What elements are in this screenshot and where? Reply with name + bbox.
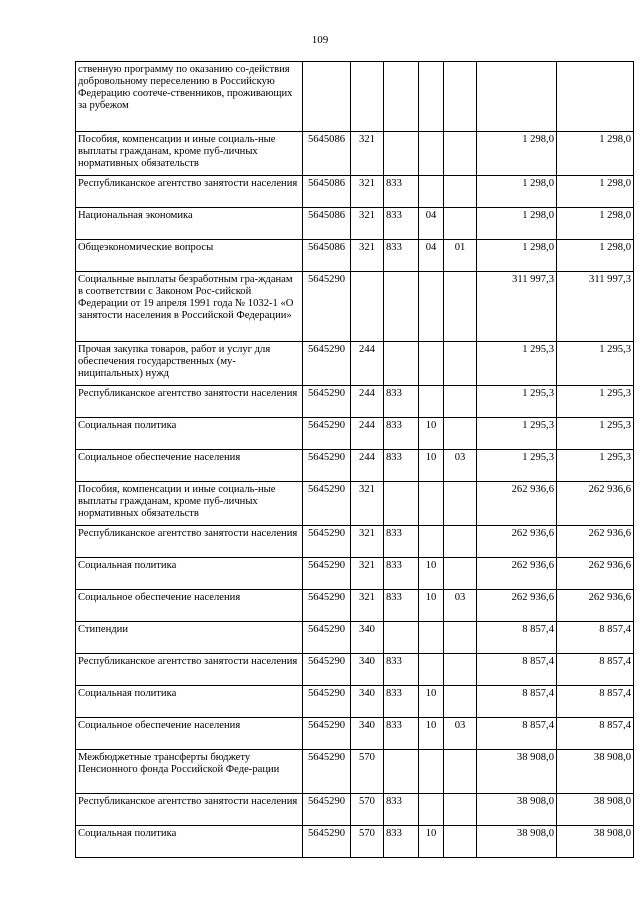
expense-type-cell: 244 — [351, 386, 384, 418]
table-row — [76, 654, 634, 686]
subsection-code-cell — [444, 794, 477, 826]
row-name-cell: Республиканское агентство занятости населения — [76, 386, 303, 418]
subsection-code-cell: 03 — [444, 718, 477, 750]
section-code-cell — [419, 482, 444, 526]
table-row — [76, 718, 634, 750]
amount-first-cell: 262 936,6 — [477, 558, 557, 590]
ministry-code-cell: 833 — [384, 590, 419, 622]
section-code-cell: 10 — [419, 558, 444, 590]
ministry-code-cell: 833 — [384, 526, 419, 558]
amount-first-cell: 1 295,3 — [477, 450, 557, 482]
target-code-cell: 5645086 — [303, 240, 351, 272]
subsection-code-cell — [444, 418, 477, 450]
amount-first-cell — [477, 62, 557, 132]
expense-type-cell: 321 — [351, 240, 384, 272]
section-code-cell — [419, 62, 444, 132]
ministry-code-cell: 833 — [384, 686, 419, 718]
subsection-code-cell — [444, 526, 477, 558]
ministry-code-cell — [384, 342, 419, 386]
subsection-code-cell — [444, 558, 477, 590]
amount-first-cell: 38 908,0 — [477, 794, 557, 826]
table-row — [76, 686, 634, 718]
amount-first-cell: 311 997,3 — [477, 272, 557, 342]
subsection-code-cell — [444, 386, 477, 418]
section-code-cell: 10 — [419, 590, 444, 622]
table-row — [76, 240, 634, 272]
amount-first-cell: 8 857,4 — [477, 654, 557, 686]
amount-first-cell: 1 298,0 — [477, 208, 557, 240]
amount-second-cell: 1 295,3 — [557, 386, 634, 418]
expense-type-cell: 321 — [351, 176, 384, 208]
page-number: 109 — [311, 34, 329, 46]
expense-type-cell: 570 — [351, 826, 384, 858]
table-row — [76, 526, 634, 558]
row-name-cell: Республиканское агентство занятости населения — [76, 654, 303, 686]
expense-type-cell: 570 — [351, 750, 384, 794]
expense-type-cell: 321 — [351, 590, 384, 622]
subsection-code-cell: 03 — [444, 590, 477, 622]
target-code-cell: 5645290 — [303, 686, 351, 718]
expense-type-cell: 340 — [351, 718, 384, 750]
row-name-cell: Пособия, компенсации и иные социаль-ные выплаты гражданам, кроме пуб-личных нормативных обязательств — [76, 132, 303, 176]
subsection-code-cell — [444, 482, 477, 526]
table-row — [76, 450, 634, 482]
amount-second-cell: 38 908,0 — [557, 794, 634, 826]
table-row — [76, 386, 634, 418]
ministry-code-cell — [384, 132, 419, 176]
table-row — [76, 272, 634, 342]
ministry-code-cell: 833 — [384, 794, 419, 826]
target-code-cell: 5645086 — [303, 176, 351, 208]
target-code-cell: 5645290 — [303, 794, 351, 826]
section-code-cell — [419, 342, 444, 386]
subsection-code-cell — [444, 622, 477, 654]
table-row — [76, 418, 634, 450]
expense-type-cell: 244 — [351, 342, 384, 386]
row-name-cell: Стипендии — [76, 622, 303, 654]
section-code-cell — [419, 386, 444, 418]
row-name-cell: Республиканское агентство занятости населения — [76, 794, 303, 826]
table-row — [76, 482, 634, 526]
section-code-cell — [419, 794, 444, 826]
ministry-code-cell: 833 — [384, 718, 419, 750]
table-row — [76, 132, 634, 176]
amount-second-cell: 1 298,0 — [557, 132, 634, 176]
amount-second-cell: 1 298,0 — [557, 208, 634, 240]
ministry-code-cell: 833 — [384, 654, 419, 686]
target-code-cell: 5645086 — [303, 208, 351, 240]
expense-type-cell — [351, 272, 384, 342]
amount-first-cell: 38 908,0 — [477, 826, 557, 858]
budget-table-body — [76, 62, 634, 858]
section-code-cell: 10 — [419, 450, 444, 482]
target-code-cell: 5645290 — [303, 654, 351, 686]
section-code-cell: 04 — [419, 208, 444, 240]
target-code-cell — [303, 62, 351, 132]
expense-type-cell: 244 — [351, 450, 384, 482]
row-name-cell: ственную программу по оказанию со-действия добровольному переселению в Российскую Федерацию соотече-ственников, проживающих за рубежом — [76, 62, 303, 132]
row-name-cell: Республиканское агентство занятости населения — [76, 526, 303, 558]
subsection-code-cell — [444, 686, 477, 718]
row-name-cell: Прочая закупка товаров, работ и услуг для обеспечения государственных (му-ниципальных) нужд — [76, 342, 303, 386]
expense-type-cell: 340 — [351, 654, 384, 686]
section-code-cell — [419, 750, 444, 794]
expense-type-cell: 321 — [351, 558, 384, 590]
amount-second-cell: 1 295,3 — [557, 418, 634, 450]
row-name-cell: Социальное обеспечение населения — [76, 450, 303, 482]
subsection-code-cell — [444, 62, 477, 132]
amount-second-cell: 8 857,4 — [557, 718, 634, 750]
section-code-cell — [419, 132, 444, 176]
amount-first-cell: 8 857,4 — [477, 718, 557, 750]
table-row — [76, 342, 634, 386]
table-row — [76, 826, 634, 858]
ministry-code-cell: 833 — [384, 826, 419, 858]
ministry-code-cell: 833 — [384, 208, 419, 240]
expense-type-cell: 340 — [351, 622, 384, 654]
expense-type-cell — [351, 62, 384, 132]
amount-second-cell: 8 857,4 — [557, 622, 634, 654]
target-code-cell: 5645290 — [303, 622, 351, 654]
ministry-code-cell — [384, 622, 419, 654]
table-row — [76, 794, 634, 826]
amount-second-cell: 8 857,4 — [557, 686, 634, 718]
amount-first-cell: 262 936,6 — [477, 590, 557, 622]
ministry-code-cell: 833 — [384, 418, 419, 450]
subsection-code-cell — [444, 208, 477, 240]
amount-first-cell: 1 295,3 — [477, 418, 557, 450]
target-code-cell: 5645290 — [303, 750, 351, 794]
amount-second-cell: 262 936,6 — [557, 526, 634, 558]
target-code-cell: 5645290 — [303, 482, 351, 526]
amount-first-cell: 262 936,6 — [477, 482, 557, 526]
amount-second-cell: 1 298,0 — [557, 176, 634, 208]
section-code-cell: 10 — [419, 718, 444, 750]
row-name-cell: Социальная политика — [76, 558, 303, 590]
expense-type-cell: 321 — [351, 132, 384, 176]
ministry-code-cell — [384, 482, 419, 526]
subsection-code-cell — [444, 750, 477, 794]
budget-table — [75, 61, 634, 858]
row-name-cell: Социальная политика — [76, 418, 303, 450]
expense-type-cell: 321 — [351, 208, 384, 240]
ministry-code-cell: 833 — [384, 450, 419, 482]
row-name-cell: Национальная экономика — [76, 208, 303, 240]
table-row — [76, 622, 634, 654]
amount-second-cell: 38 908,0 — [557, 750, 634, 794]
subsection-code-cell: 03 — [444, 450, 477, 482]
target-code-cell: 5645290 — [303, 450, 351, 482]
amount-second-cell: 262 936,6 — [557, 590, 634, 622]
target-code-cell: 5645290 — [303, 272, 351, 342]
amount-first-cell: 1 295,3 — [477, 342, 557, 386]
subsection-code-cell — [444, 132, 477, 176]
section-code-cell — [419, 654, 444, 686]
expense-type-cell: 321 — [351, 526, 384, 558]
ministry-code-cell: 833 — [384, 176, 419, 208]
table-row — [76, 208, 634, 240]
section-code-cell — [419, 272, 444, 342]
amount-second-cell: 311 997,3 — [557, 272, 634, 342]
target-code-cell: 5645290 — [303, 342, 351, 386]
row-name-cell: Социальная политика — [76, 686, 303, 718]
subsection-code-cell — [444, 176, 477, 208]
row-name-cell: Социальные выплаты безработным гра-жданам в соответствии с Законом Рос-сийской Федерации от 19 апреля 1991 года № 1032-1 «О занятости населения в Российской Федерации» — [76, 272, 303, 342]
expense-type-cell: 321 — [351, 482, 384, 526]
amount-second-cell: 1 295,3 — [557, 342, 634, 386]
subsection-code-cell — [444, 272, 477, 342]
target-code-cell: 5645290 — [303, 526, 351, 558]
section-code-cell — [419, 622, 444, 654]
target-code-cell: 5645290 — [303, 826, 351, 858]
amount-second-cell — [557, 62, 634, 132]
amount-second-cell: 38 908,0 — [557, 826, 634, 858]
row-name-cell: Пособия, компенсации и иные социаль-ные выплаты гражданам, кроме пуб-личных нормативных обязательств — [76, 482, 303, 526]
amount-second-cell: 262 936,6 — [557, 558, 634, 590]
subsection-code-cell — [444, 654, 477, 686]
table-row — [76, 750, 634, 794]
amount-first-cell: 38 908,0 — [477, 750, 557, 794]
amount-first-cell: 1 295,3 — [477, 386, 557, 418]
row-name-cell: Социальная политика — [76, 826, 303, 858]
section-code-cell: 10 — [419, 686, 444, 718]
target-code-cell: 5645290 — [303, 590, 351, 622]
amount-first-cell: 8 857,4 — [477, 622, 557, 654]
section-code-cell: 10 — [419, 826, 444, 858]
section-code-cell — [419, 176, 444, 208]
row-name-cell: Социальное обеспечение населения — [76, 590, 303, 622]
target-code-cell: 5645290 — [303, 718, 351, 750]
ministry-code-cell — [384, 62, 419, 132]
row-name-cell: Общеэкономические вопросы — [76, 240, 303, 272]
ministry-code-cell: 833 — [384, 558, 419, 590]
subsection-code-cell — [444, 342, 477, 386]
amount-second-cell: 262 936,6 — [557, 482, 634, 526]
amount-first-cell: 262 936,6 — [477, 526, 557, 558]
target-code-cell: 5645290 — [303, 558, 351, 590]
subsection-code-cell — [444, 826, 477, 858]
ministry-code-cell: 833 — [384, 386, 419, 418]
amount-second-cell: 8 857,4 — [557, 654, 634, 686]
ministry-code-cell: 833 — [384, 240, 419, 272]
ministry-code-cell — [384, 272, 419, 342]
target-code-cell: 5645290 — [303, 386, 351, 418]
subsection-code-cell: 01 — [444, 240, 477, 272]
expense-type-cell: 244 — [351, 418, 384, 450]
row-name-cell: Межбюджетные трансферты бюджету Пенсионного фонда Российской Феде-рации — [76, 750, 303, 794]
amount-first-cell: 1 298,0 — [477, 240, 557, 272]
section-code-cell: 10 — [419, 418, 444, 450]
table-row — [76, 590, 634, 622]
table-row — [76, 558, 634, 590]
table-row — [76, 176, 634, 208]
section-code-cell: 04 — [419, 240, 444, 272]
table-row — [76, 62, 634, 132]
amount-first-cell: 8 857,4 — [477, 686, 557, 718]
expense-type-cell: 340 — [351, 686, 384, 718]
row-name-cell: Республиканское агентство занятости населения — [76, 176, 303, 208]
amount-first-cell: 1 298,0 — [477, 176, 557, 208]
row-name-cell: Социальное обеспечение населения — [76, 718, 303, 750]
section-code-cell — [419, 526, 444, 558]
amount-second-cell: 1 295,3 — [557, 450, 634, 482]
target-code-cell: 5645086 — [303, 132, 351, 176]
ministry-code-cell — [384, 750, 419, 794]
expense-type-cell: 570 — [351, 794, 384, 826]
target-code-cell: 5645290 — [303, 418, 351, 450]
amount-first-cell: 1 298,0 — [477, 132, 557, 176]
amount-second-cell: 1 298,0 — [557, 240, 634, 272]
